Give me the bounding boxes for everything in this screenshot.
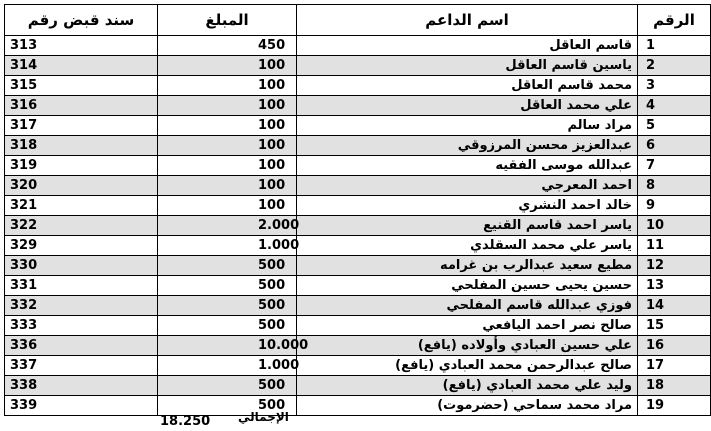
- receipt-cell: 333: [5, 316, 158, 336]
- number-cell: 19: [638, 396, 711, 416]
- number-cell: 8: [638, 176, 711, 196]
- amount-cell: 500: [158, 256, 297, 276]
- donor-cell: ياسر علي محمد السقلدي: [297, 236, 638, 256]
- total-label: الإجمالي: [238, 410, 289, 424]
- amount-cell: 500: [158, 376, 297, 396]
- receipt-cell: 318: [5, 136, 158, 156]
- amount-cell: 500: [158, 316, 297, 336]
- amount-cell: 100: [158, 176, 297, 196]
- number-cell: 12: [638, 256, 711, 276]
- amount-cell: 1.000: [158, 236, 297, 256]
- table-row: [5, 76, 711, 96]
- donor-cell: محمد قاسم العاقل: [297, 76, 638, 96]
- amount-cell: 100: [158, 76, 297, 96]
- table-row: [5, 376, 711, 396]
- receipt-cell: 329: [5, 236, 158, 256]
- number-cell: 18: [638, 376, 711, 396]
- donor-cell: مراد محمد سماحي (حضرموت): [297, 396, 638, 416]
- receipt-cell: 321: [5, 196, 158, 216]
- header-amount: المبلغ: [158, 5, 297, 36]
- donor-cell: ياسر احمد قاسم القنيع: [297, 216, 638, 236]
- amount-cell: 100: [158, 116, 297, 136]
- receipt-cell: 322: [5, 216, 158, 236]
- number-cell: 2: [638, 56, 711, 76]
- total-area: [148, 408, 289, 430]
- table-body: [5, 36, 711, 416]
- header-donor: اسم الداعم: [297, 5, 638, 36]
- table-row: [5, 296, 711, 316]
- donor-cell: عبدالله موسى الفقيه: [297, 156, 638, 176]
- amount-cell: 10.000: [158, 336, 297, 356]
- receipt-cell: 330: [5, 256, 158, 276]
- table-row: [5, 156, 711, 176]
- receipt-cell: 331: [5, 276, 158, 296]
- table-row: [5, 276, 711, 296]
- receipt-cell: 314: [5, 56, 158, 76]
- number-cell: 15: [638, 316, 711, 336]
- donor-cell: مراد سالم: [297, 116, 638, 136]
- receipt-cell: 339: [5, 396, 158, 416]
- table-row: [5, 176, 711, 196]
- table-row: [5, 256, 711, 276]
- number-cell: 9: [638, 196, 711, 216]
- amount-cell: 2.000: [158, 216, 297, 236]
- number-cell: 11: [638, 236, 711, 256]
- number-cell: 3: [638, 76, 711, 96]
- donor-cell: عبدالعزيز محسن المرزوقي: [297, 136, 638, 156]
- amount-cell: 100: [158, 96, 297, 116]
- receipt-cell: 337: [5, 356, 158, 376]
- donor-cell: ياسين قاسم العاقل: [297, 56, 638, 76]
- number-cell: 14: [638, 296, 711, 316]
- donor-cell: احمد المعرجي: [297, 176, 638, 196]
- amount-cell: 500: [158, 296, 297, 316]
- receipt-cell: 319: [5, 156, 158, 176]
- receipt-cell: 316: [5, 96, 158, 116]
- receipt-cell: 320: [5, 176, 158, 196]
- donor-cell: صالح عبدالرحمن محمد العبادي (يافع): [297, 356, 638, 376]
- number-cell: 6: [638, 136, 711, 156]
- donor-cell: علي محمد العاقل: [297, 96, 638, 116]
- donor-cell: خالد احمد النشري: [297, 196, 638, 216]
- table-row: [5, 236, 711, 256]
- amount-cell: 100: [158, 196, 297, 216]
- donor-cell: وليد علي محمد العبادي (يافع): [297, 376, 638, 396]
- table-row: [5, 396, 711, 416]
- table-row: [5, 96, 711, 116]
- header-row: [5, 5, 711, 36]
- donor-cell: قاسم العاقل: [297, 36, 638, 56]
- amount-cell: 450: [158, 36, 297, 56]
- table-row: [5, 116, 711, 136]
- table-row: [5, 56, 711, 76]
- amount-cell: 500: [158, 396, 297, 416]
- amount-cell: 100: [158, 56, 297, 76]
- number-cell: 17: [638, 356, 711, 376]
- total-value: 18.250: [160, 414, 211, 429]
- table-row: [5, 196, 711, 216]
- table-row: [5, 136, 711, 156]
- number-cell: 16: [638, 336, 711, 356]
- header-receipt: سند قبض رقم: [5, 5, 158, 36]
- receipt-cell: 315: [5, 76, 158, 96]
- header-number: الرقم: [638, 5, 711, 36]
- donor-cell: حسين يحيى حسين المفلحي: [297, 276, 638, 296]
- number-cell: 5: [638, 116, 711, 136]
- receipt-cell: 313: [5, 36, 158, 56]
- donations-table: [4, 4, 711, 416]
- amount-cell: 500: [158, 276, 297, 296]
- receipt-cell: 317: [5, 116, 158, 136]
- amount-cell: 100: [158, 136, 297, 156]
- table-row: [5, 36, 711, 56]
- number-cell: 13: [638, 276, 711, 296]
- table-row: [5, 356, 711, 376]
- table-row: [5, 216, 711, 236]
- receipt-cell: 332: [5, 296, 158, 316]
- receipt-cell: 338: [5, 376, 158, 396]
- table-row: [5, 336, 711, 356]
- number-cell: 4: [638, 96, 711, 116]
- donor-cell: فوزي عبدالله قاسم المفلحي: [297, 296, 638, 316]
- number-cell: 10: [638, 216, 711, 236]
- number-cell: 7: [638, 156, 711, 176]
- donor-cell: مطيع سعيد عبدالرب بن غرامه: [297, 256, 638, 276]
- receipt-cell: 336: [5, 336, 158, 356]
- number-cell: 1: [638, 36, 711, 56]
- amount-cell: 100: [158, 156, 297, 176]
- amount-cell: 1.000: [158, 356, 297, 376]
- table-row: [5, 316, 711, 336]
- donor-cell: علي حسين العبادي وأولاده (يافع): [297, 336, 638, 356]
- donor-cell: صالح نصر احمد اليافعي: [297, 316, 638, 336]
